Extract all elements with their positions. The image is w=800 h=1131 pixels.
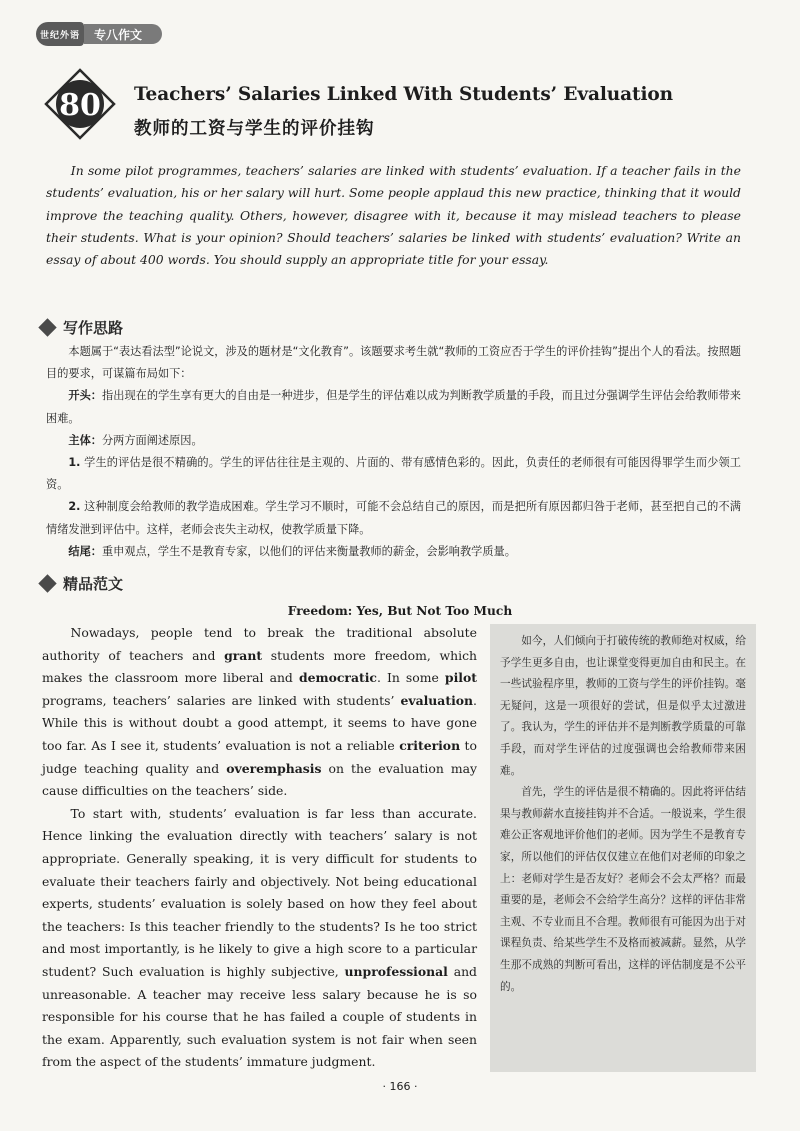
number-badge-graphic (44, 68, 116, 140)
sample-essay-heading (38, 571, 123, 595)
topic-number: 80 (59, 88, 101, 123)
text-run: students more freedom, which makes the classroom more liberal and (42, 647, 477, 686)
writing-ideas-body (46, 341, 741, 563)
section-tab: 专八作文 (84, 24, 162, 44)
diamond-bullet-icon (38, 574, 56, 592)
outline-body (46, 430, 741, 452)
point1-text: 学生的评估是很不精确的。学生的评估往往是主观的、片面的、带有感情色彩的。因此，负责任的老师很有可能因得罪学生而少领工资。 (46, 456, 741, 492)
diamond-bullet-icon (38, 318, 56, 336)
text-run: Nowadays, people tend to break the traditional absolute authority of teachers and (42, 625, 477, 663)
outline-opening (46, 385, 741, 429)
keyword: pilot (444, 670, 477, 686)
text-run: programs, teachers’ salaries are linked with students’ (42, 692, 401, 708)
topic-title-en: Teachers’ Salaries Linked With Students’ Evaluation (134, 84, 673, 105)
ending-text: 重申观点，学生不是教育专家，以他们的评估来衡量教师的薪金，会影响教学质量。 (101, 544, 516, 558)
publisher-logo: 世纪外语 (36, 22, 84, 46)
writing-ideas-heading-text: 写作思路 (63, 318, 124, 337)
sample-essay-title: Freedom: Yes, But Not Too Much (287, 604, 513, 618)
translation-paragraph-1: 如今，人们倾向于打破传统的教师绝对权威，给予学生更多自由，也让课堂变得更加自由和民主。在一些试验程序里，教师的工资与学生的评价挂钩。毫无疑问，这是一项很好的尝试，但是似乎太过激进了。我认为，学生的评估并不是判断教学质量的可靠手段，而对学生评估的过度强调也会给教师带来困难。 (500, 635, 746, 777)
opening-label: 开头： (68, 389, 103, 403)
keyword: overemphasis (226, 760, 322, 776)
essay-paragraph-1 (42, 622, 477, 803)
chinese-translation-box (490, 624, 756, 1072)
keyword: democratic (298, 670, 377, 686)
point1-label: 1. (68, 456, 81, 470)
keyword: criterion (399, 737, 461, 753)
essay-prompt: In some pilot programmes, teachers’ salaries are linked with students’ evaluation. If a teacher fails in the students’ evaluation, his or her salary will hurt. Some people applaud this new practice, thinking that it would improve the teaching quality. Others, however, disagree with it, because it may mislead teachers to please their students. What is your opinion? Should teachers’ salaries be linked with students’ evaluation? Write an essay of about 400 words. You should supply an appropriate title for your essay. (46, 163, 741, 268)
essay-paragraph-2 (42, 803, 477, 1074)
sample-essay-heading-text: 精品范文 (63, 574, 124, 593)
outline-point-2 (46, 496, 741, 540)
page-number: · 166 · (382, 1080, 418, 1093)
body-text: 分两方面阐述原因。 (101, 433, 203, 447)
keyword: unprofessional (344, 963, 448, 979)
text-run: on the evaluation may cause difficulties on the teachers’ side. (42, 760, 477, 799)
text-run: . In some (376, 670, 445, 686)
point2-label: 2. (68, 500, 81, 514)
outline-ending (46, 541, 741, 563)
topic-number-badge (44, 68, 116, 140)
sample-essay-body (42, 622, 477, 1074)
outline-point-1 (46, 452, 741, 496)
opening-text: 指出现在的学生享有更大的自由是一种进步，但是学生的评估难以成为判断教学质量的手段，而且过分强调学生评估会给教师带来困难。 (46, 389, 741, 425)
text-run: . While this is without doubt a good attempt, it seems to have gone too far. As I see it, students’ evaluation is not a reliable (42, 692, 477, 753)
ending-label: 结尾： (68, 544, 102, 558)
translation-paragraph-2: 首先，学生的评估是很不精确的。因此将评估结果与教师薪水直接挂钩并不合适。一般说来，学生很难公正客观地评价他们的老师。因为学生不是教育专家，所以他们的评估仅仅建立在他们对老师的印象之上：老师对学生是否友好？老师会不会太严格？而最重要的是，老师会不会给学生高分？这样的评估非常主观、不专业而且不合理。教师很有可能因为出于对课程负责、给某些学生不及格而被减薪。显然，从学生那不成熟的判断可看出，这样的评估制度是不公平的。 (500, 786, 746, 993)
outline-intro: 本题属于“表达看法型”论说文，涉及的题材是“文化教育”。该题要求考生就“教师的工资应否于学生的评价挂钩”提出个人的看法。按照题目的要求，可谋篇布局如下： (46, 345, 741, 381)
text-run: to judge teaching quality and (42, 737, 477, 776)
text-run: and unreasonable. A teacher may receive less salary because he is so responsible for his course that he has failed a couple of students in the exam. Apparently, such evaluation system is not fair when seen from the aspect of the students’ immature judgment. (42, 963, 477, 1070)
keyword: evaluation (400, 692, 474, 708)
writing-ideas-heading (38, 315, 123, 339)
keyword: grant (224, 647, 263, 663)
point2-text: 这种制度会给教师的教学造成困难。学生学习不顺时，可能不会总结自己的原因，而是把所有原因都归咎于老师，甚至把自己的不满情绪发泄到评估中。这样，老师会丧失主动权，使教学质量下降。 (46, 500, 741, 536)
text-run: To start with, students’ evaluation is far less than accurate. Hence linking the evaluation directly with teachers’ salary is not appropriate. Generally speaking, it is very difficult for students to evaluate their teachers fairly and objectively. Not being educational experts, students’ evaluation is solely based on how they feel about the teachers: Is this teacher friendly to the students? Is he too strict and most importantly, is he likely to give a high score to a particular student? Such evaluation is highly subjective, (42, 805, 477, 979)
body-label: 主体： (68, 433, 102, 447)
topic-title-cn: 教师的工资与学生的评价挂钩 (134, 119, 375, 139)
